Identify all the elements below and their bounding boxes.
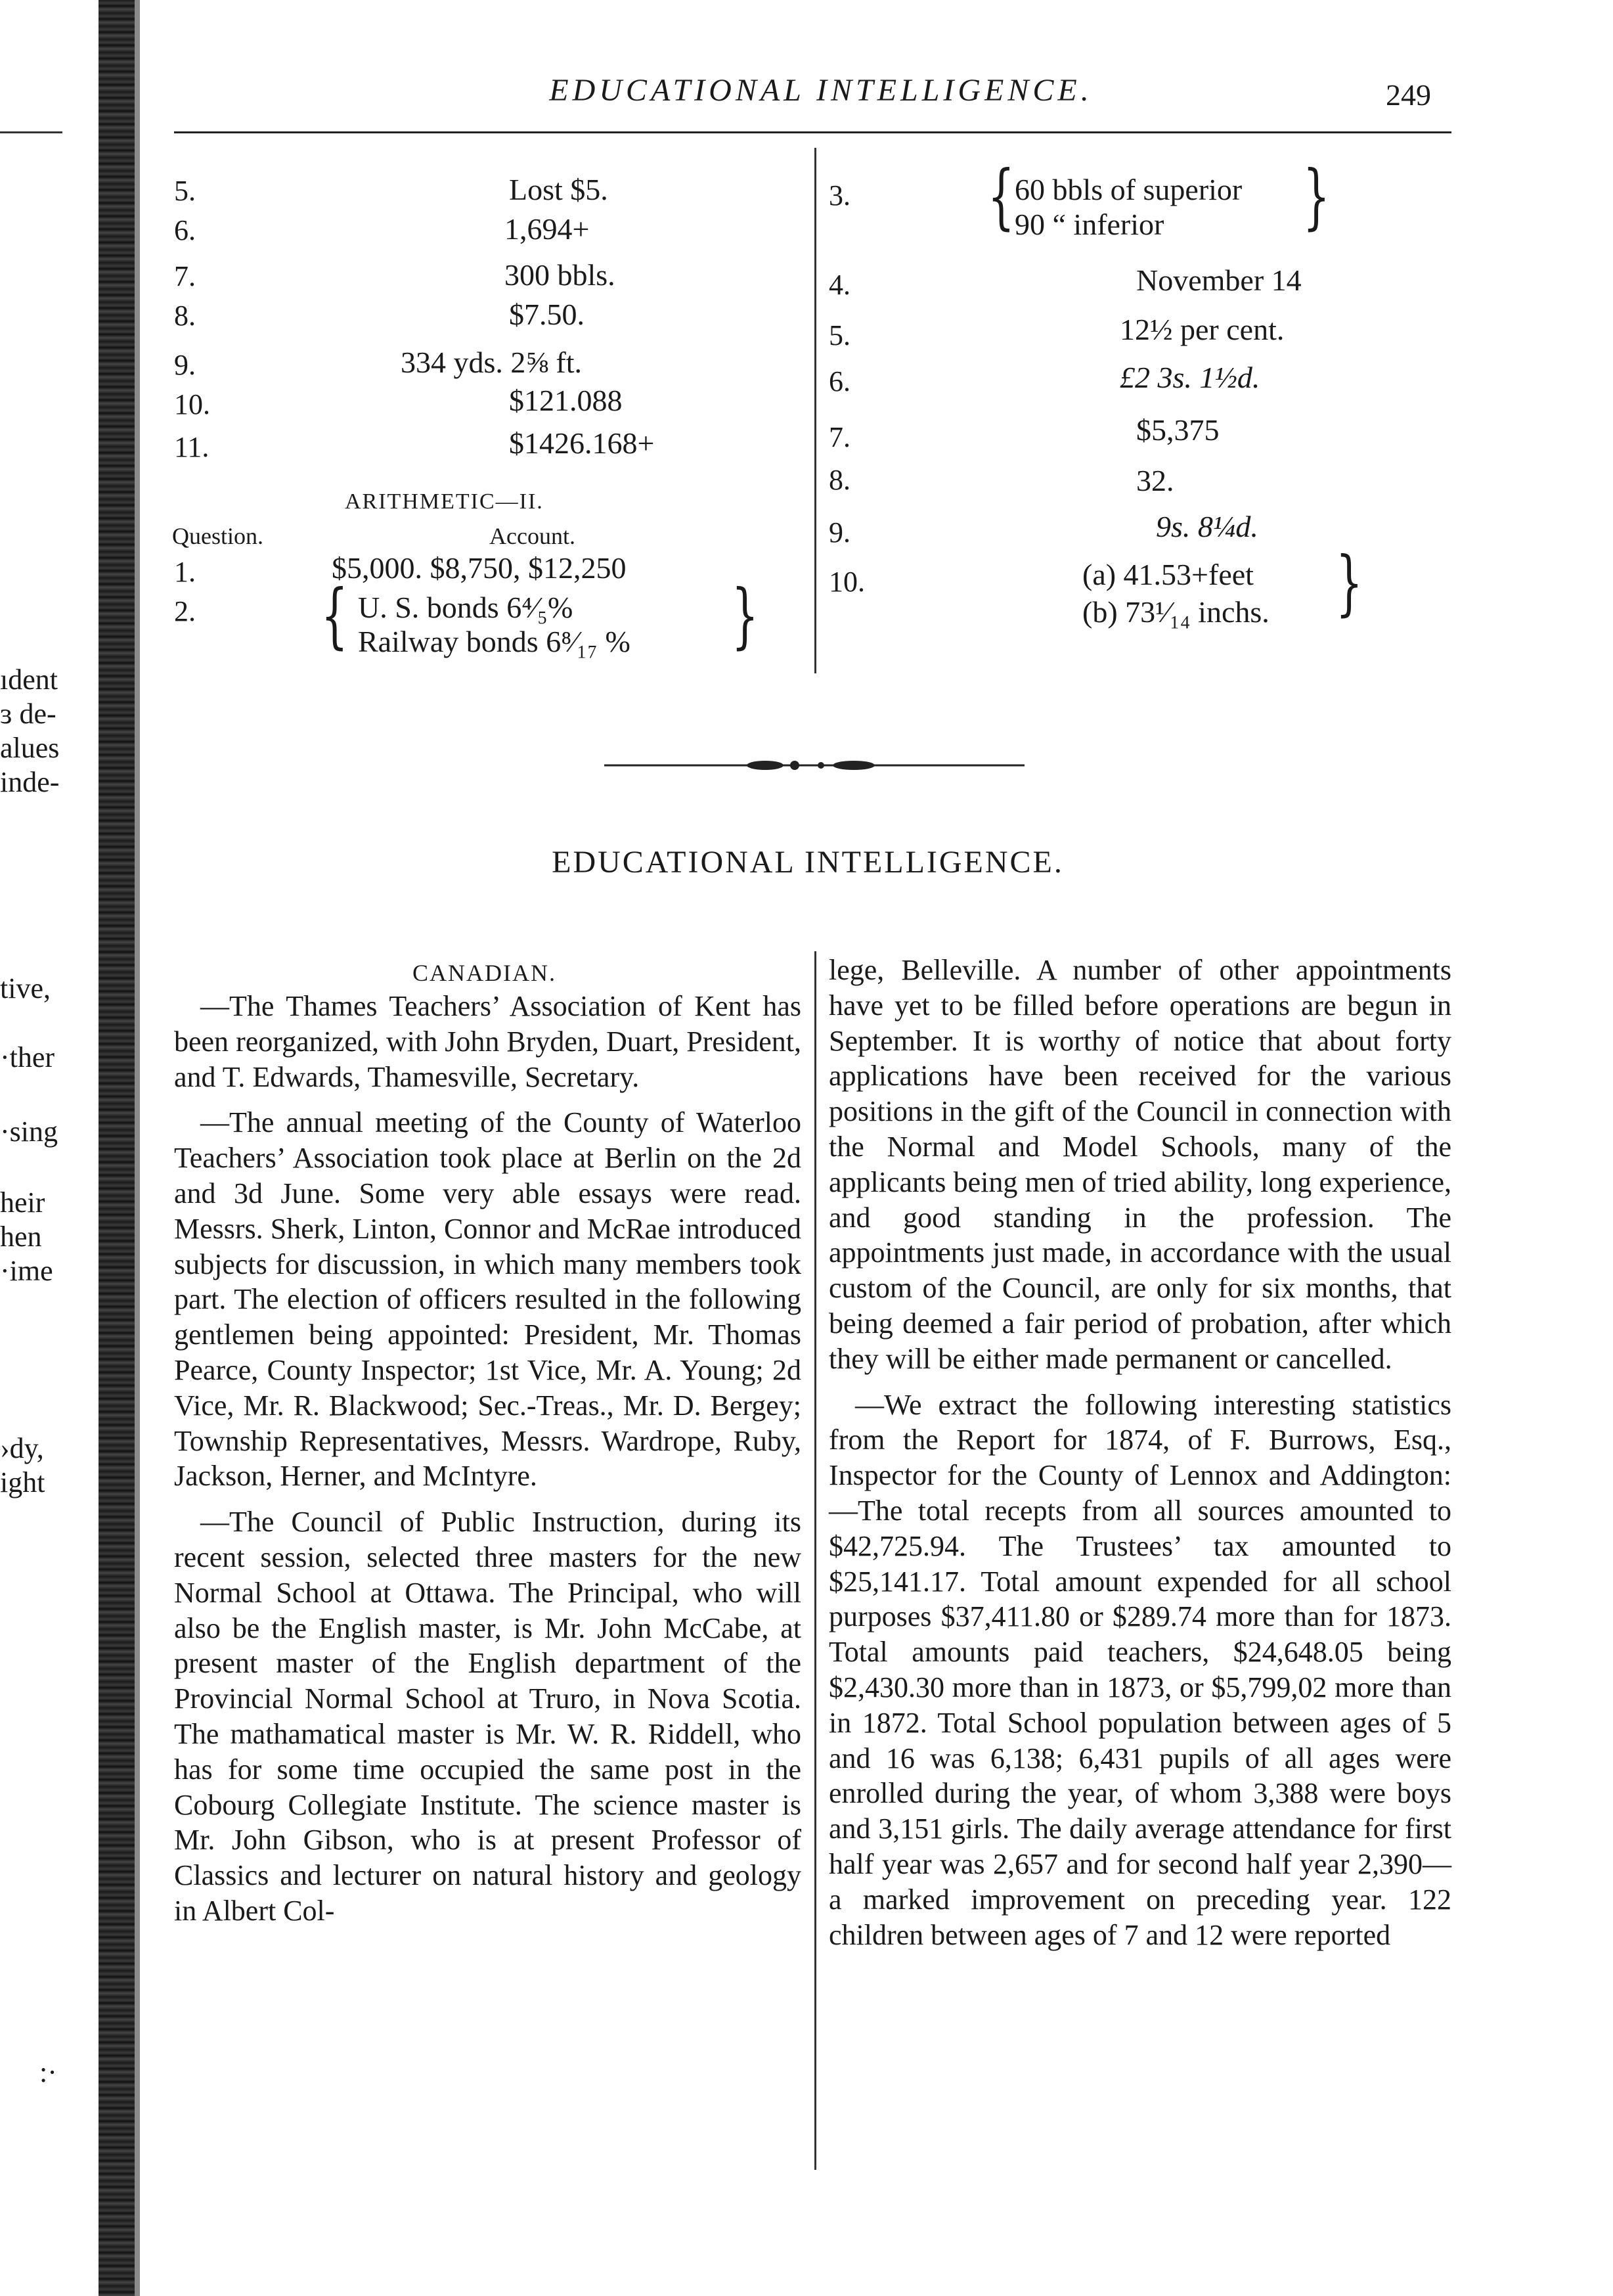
facing-page-fragment: ·ther	[0, 1041, 55, 1073]
article-column-rule	[814, 951, 816, 2170]
answer-value: $7.50.	[509, 298, 585, 331]
article-paragraph: —The Council of Public Instruction, during its recent session, selected three masters for the new Normal School at Ottawa. The Principal, who will also be the English master, is Mr. John McCabe, at present master of the English department of the Provincial Normal School at Truro, in Nova Scotia. The mathamatical master is Mr. W. R. Riddell, who has for some time occupied the same post in the Cobourg Collegiate Institute. The science master is Mr. John Gibson, who is at present Professor of Classics and lecturer on natural history and geology in Albert Col-	[174, 1506, 801, 1927]
article-paragraph: lege, Belleville. A number of other appointments have yet to be filled before operations are begun in September. It is worthy of notice that about forty applications have been received for the various positions in the gift of the Council in connection with the Normal and Model Schools, many of the applicants being men of tried ability, long experience, and good standing in the profession. The appointments just made, in accordance with the usual custom of the Council, are only for six months, that being deemed a fair period of probation, after which they will be either made permanent or cancelled.	[829, 954, 1451, 1375]
header-rule	[174, 131, 1451, 133]
right-brace: }	[731, 575, 759, 657]
answer-value: 300 bbls.	[504, 258, 615, 292]
answer-value: $1426.168+	[509, 426, 655, 460]
answer-number: 9.	[174, 349, 196, 381]
facing-page-rule	[0, 131, 62, 133]
arithmetic-heading: ARITHMETIC—II.	[345, 489, 544, 514]
answer-number: 5.	[829, 319, 851, 351]
facing-page-fragment: ›dy,	[0, 1432, 44, 1464]
facing-page-fragment: heir	[0, 1186, 45, 1219]
page-number: 249	[1386, 78, 1431, 112]
answer-value: $5,375	[1136, 413, 1220, 447]
answer-value: £2 3s. 1½d.	[1120, 361, 1260, 394]
facing-page-fragment: ·ime	[0, 1255, 53, 1287]
binding-edge-highlight	[135, 0, 140, 2296]
answer-number: 11.	[174, 431, 210, 463]
account-column-label: Account.	[489, 523, 575, 549]
page-binding-edge	[99, 0, 138, 2296]
right-brace: }	[1302, 156, 1330, 238]
article-column-left	[174, 989, 801, 1929]
facing-page-fragment: ıdent	[0, 664, 58, 696]
answer-number: 4.	[829, 269, 851, 301]
article-paragraph: —The Thames Teachers’ Association of Kent has been reorganized, with John Bryden, Duart, President, and T. Edwards, Thamesville, Secretary.	[174, 990, 801, 1093]
arithmetic-answer: Railway bonds 6⁸⁄₁₇ %	[358, 625, 630, 658]
answer-value: $121.088	[509, 384, 623, 417]
answer-number: 7.	[174, 260, 196, 292]
answer-number: 10.	[174, 388, 210, 420]
answer-number: 8.	[829, 464, 851, 496]
arithmetic-answer: U. S. bonds 6⁴⁄₅%	[358, 591, 573, 624]
answer-value: (a) 41.53+feet	[1082, 558, 1254, 591]
answer-number: 10.	[829, 566, 865, 598]
section-subheading: CANADIAN.	[412, 960, 556, 986]
left-brace: {	[987, 156, 1015, 238]
answers-column-rule	[814, 148, 816, 673]
left-brace: {	[320, 575, 348, 657]
facing-page-fragment: tive,	[0, 972, 51, 1004]
facing-page-fragment: ·sing	[0, 1115, 58, 1148]
facing-page-fragment: :·	[39, 2056, 57, 2088]
article-column-right	[829, 953, 1451, 1952]
section-title: EDUCATIONAL INTELLIGENCE.	[552, 845, 1064, 880]
answer-number: 6.	[174, 214, 196, 246]
facing-page-fragment: ight	[0, 1466, 45, 1498]
ornamental-divider	[604, 755, 1025, 775]
facing-page-fragment: alues	[0, 732, 60, 764]
answer-value: 90 “ inferior	[1015, 208, 1164, 241]
answer-number: 3.	[829, 179, 851, 212]
answer-value: 12½ per cent.	[1120, 313, 1285, 346]
article-paragraph: —The annual meeting of the County of Waterloo Teachers’ Association took place at Berlin on the 2d and 3d June. Some very able essays were read. Messrs. Sherk, Linton, Connor and McRae introduced subjects for discussion, in which many members took part. The election of officers resulted in the following gentlemen being appointed: President, Mr. Thomas Pearce, County Inspector; 1st Vice, Mr. A. Young; 2d Vice, Mr. R. Blackwood; Sec.-Treas., Mr. D. Bergey; Township Representatives, Messrs. Wardrope, Ruby, Jackson, Herner, and McIntyre.	[174, 1106, 801, 1493]
answer-number: 9.	[829, 516, 851, 549]
facing-page-fragment: inde-	[0, 766, 60, 798]
answer-value: 9s. 8¼d.	[1156, 510, 1258, 543]
answer-number: 5.	[174, 175, 196, 207]
answer-number: 8.	[174, 300, 196, 332]
answer-value: 1,694+	[504, 212, 590, 246]
running-title: EDUCATIONAL INTELLIGENCE.	[549, 73, 1093, 108]
facing-page-fragment: hen	[0, 1221, 42, 1253]
answer-value: (b) 73¹⁄₁₄ inchs.	[1082, 595, 1270, 629]
answer-value: 60 bbls of superior	[1015, 173, 1243, 206]
question-number: 2.	[174, 595, 196, 627]
arithmetic-answer: $5,000. $8,750, $12,250	[332, 551, 627, 585]
facing-page-fragment: ɜ de-	[0, 698, 56, 730]
answer-value: 334 yds. 2⅝ ft.	[401, 346, 582, 379]
question-column-label: Question.	[172, 523, 263, 549]
answer-value: 32.	[1136, 464, 1174, 497]
article-paragraph: —We extract the following interesting statistics from the Report for 1874, of F. Burrows, Esq., Inspector for the County of Lennox and Addington:—The total recepts from all sources amounted to $42,725.94. The Trustees’ tax amounted to $25,141.17. Total amount expended for all school purposes $37,411.80 or $289.74 more than for 1873. Total amounts paid teachers, $24,648.05 being $2,430.30 more than in 1873, or $5,799,02 more than in 1872. Total School population between ages of 5 and 16 was 6,138; 6,431 pupils of all ages were enrolled during the year, of whom 3,388 were boys and 3,151 girls. The daily average attendance for first half year was 2,657 and for second half year 2,390—a marked improvement on preceding year. 122 children between ages of 7 and 12 were reported	[829, 1388, 1451, 1951]
answer-number: 6.	[829, 365, 851, 397]
question-number: 1.	[174, 556, 196, 588]
answer-value: Lost $5.	[509, 173, 608, 206]
answer-number: 7.	[829, 421, 851, 453]
right-brace: }	[1335, 542, 1363, 624]
answer-value: November 14	[1136, 263, 1302, 297]
